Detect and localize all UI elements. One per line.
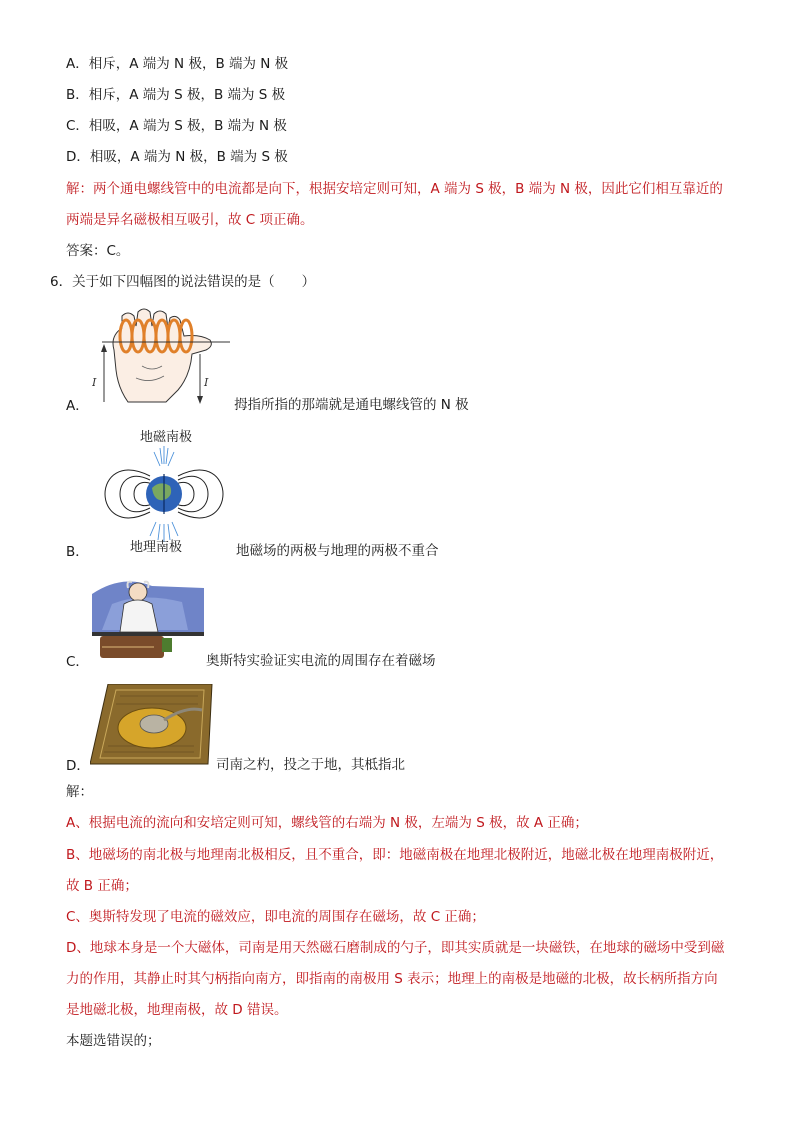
solution-q5-line1: 解：两个通电螺线管中的电流都是向下，根据安培定则可知，A 端为 S 极，B 端为 N 极，因此它们相互靠近的 <box>66 181 723 197</box>
solution-q6-line: B、地磁场的南北极与地理南北极相反，且不重合，即：地磁南极在地理北极附近，地磁北极在地理南极附近， <box>66 847 724 863</box>
option-c-text: 奥斯特实验证实电流的周围存在着磁场 <box>206 653 436 669</box>
solution-q6-line: D、地球本身是一个大磁体，司南是用天然磁石磨制成的勺子，即其实质就是一块磁铁，在地球的磁场中受到磁 <box>66 940 725 956</box>
option-b-text: 地磁场的两极与地理的两极不重合 <box>236 543 439 559</box>
solution-q6-line: 故 B 正确； <box>66 878 138 894</box>
option-d-text: 司南之杓，投之于地，其柢指北 <box>216 757 405 773</box>
solution-q6-closing: 本题选错误的； <box>66 1033 161 1049</box>
question-6-stem: 6．关于如下四幅图的说法错误的是（ ） <box>50 274 316 290</box>
current-label-right: I <box>204 376 209 389</box>
option-b-q5: B．相斥，A 端为 S 极，B 端为 S 极 <box>66 87 286 103</box>
solution-q6-line: C、奥斯特发现了电流的磁效应，即电流的周围存在磁场，故 C 正确； <box>66 909 485 925</box>
option-c-q5: C．相吸，A 端为 S 极，B 端为 N 极 <box>66 118 287 134</box>
solution-q6-head: 解： <box>66 784 93 800</box>
option-b-label: B． <box>66 544 89 560</box>
current-label-left: I <box>92 376 97 389</box>
solution-q6-line: 力的作用，其静止时其勺柄指向南方，即指南的南极用 S 表示；地理上的南极是地磁的北极，故长柄所指方向 <box>66 971 718 987</box>
figure-right-hand-rule <box>92 306 232 410</box>
option-a-label: A． <box>66 398 89 414</box>
figure-oersted-experiment <box>92 574 204 666</box>
solution-q6-line: 是地磁北极，地理南极，故 D 错误。 <box>66 1002 288 1018</box>
solution-q6-line: A、根据电流的流向和安培定则可知，螺线管的右端为 N 极，左端为 S 极，故 A 正确； <box>66 815 588 831</box>
option-d-label: D． <box>66 758 90 774</box>
geomagnetic-south-label: 地磁南极 <box>140 430 193 445</box>
option-a-q5: A．相斥，A 端为 N 极，B 端为 N 极 <box>66 56 289 72</box>
answer-q5: 答案：C。 <box>66 243 130 259</box>
option-a-text: 拇指所指的那端就是通电螺线管的 N 极 <box>234 397 469 413</box>
option-d-q5: D．相吸，A 端为 N 极，B 端为 S 极 <box>66 149 288 165</box>
figure-earth-magnetic-field <box>90 446 238 542</box>
figure-sinan-compass <box>90 684 214 768</box>
geographic-south-label: 地理南极 <box>130 540 183 555</box>
solution-q5-line2: 两端是异名磁极相互吸引，故 C 项正确。 <box>66 212 314 228</box>
option-c-label: C． <box>66 654 89 670</box>
